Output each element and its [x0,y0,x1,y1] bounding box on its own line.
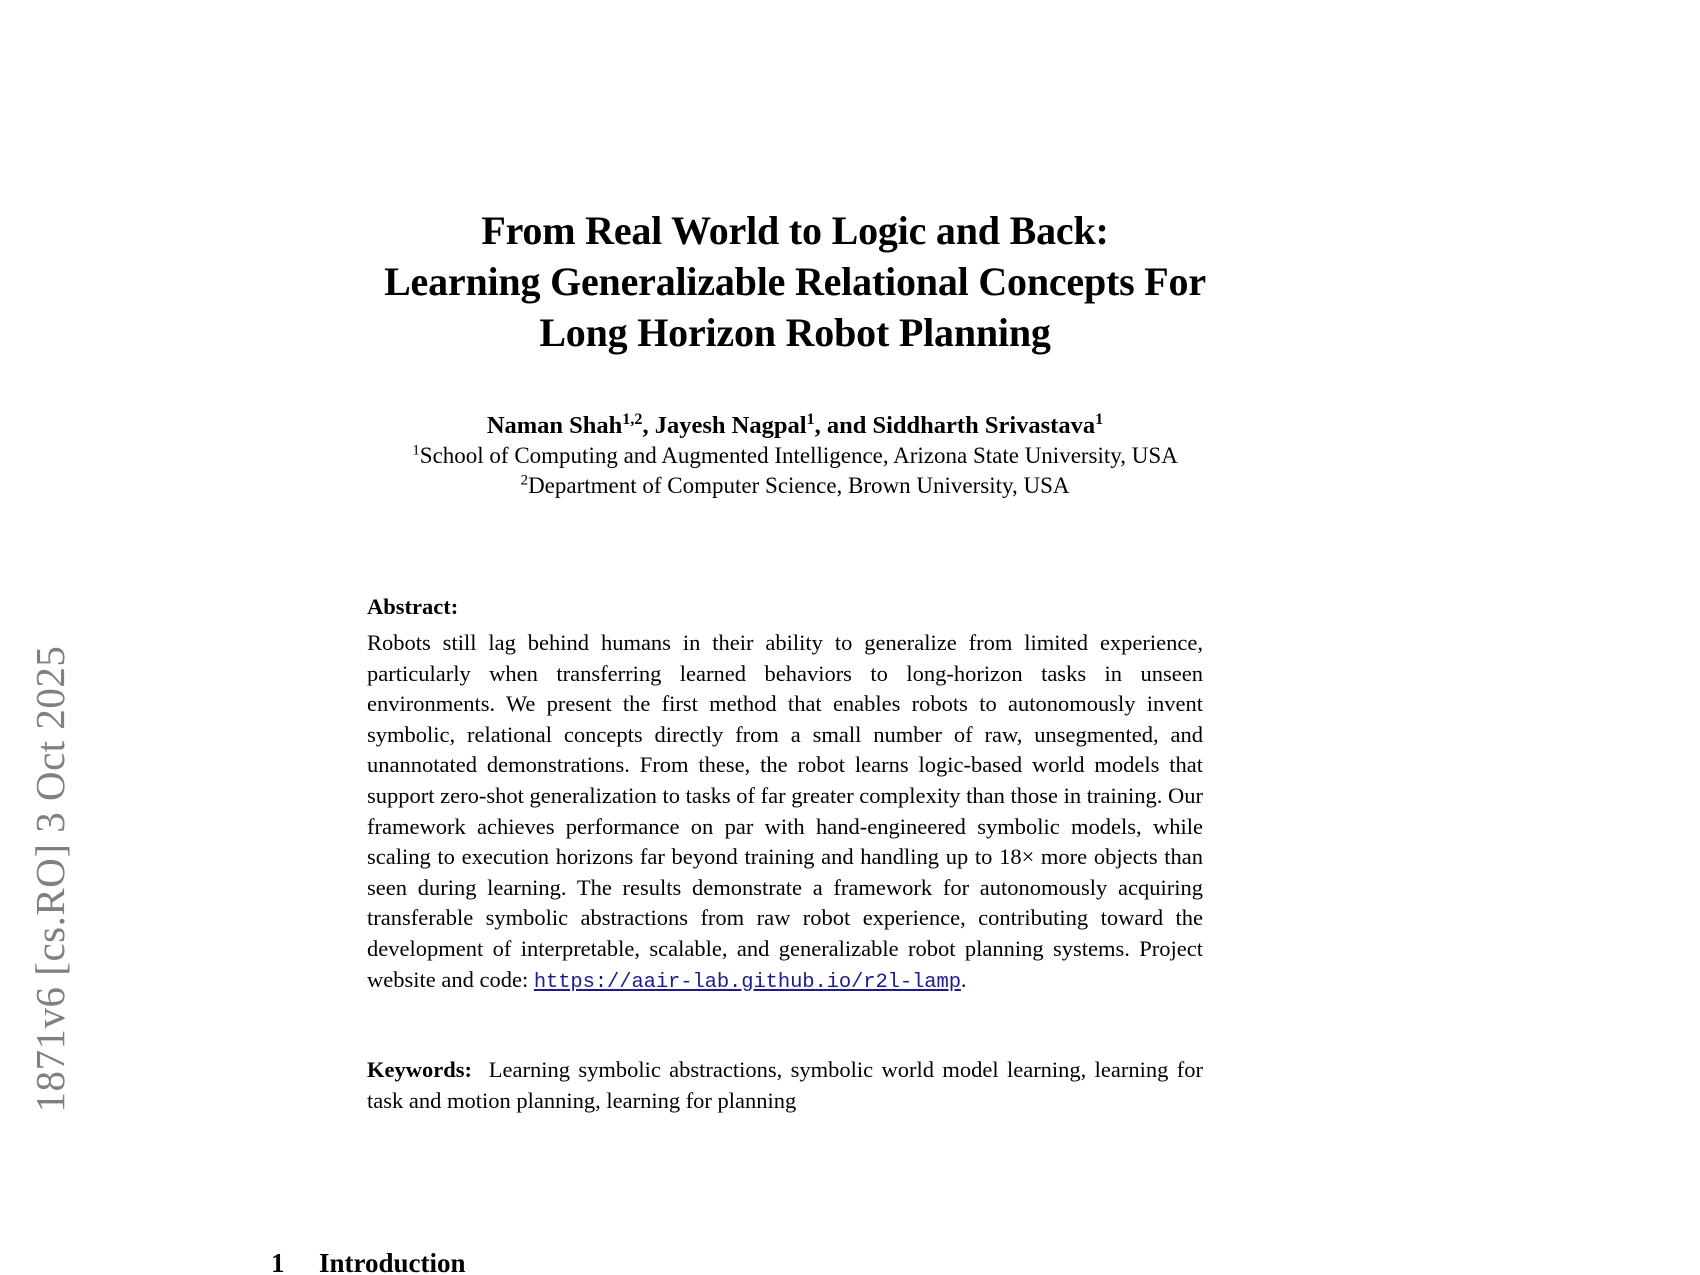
affiliation-1-text: School of Computing and Augmented Intelligence, Arizona State University, USA [419,443,1178,468]
abstract-heading: Abstract: [367,594,459,619]
title-line-1: From Real World to Logic and Back: [481,208,1109,253]
section-number: 1 [271,1248,285,1275]
arxiv-identifier-stamp: 1871v6 [cs.RO] 3 Oct 2025 [27,645,73,1113]
author-2-affil-marker: 1 [806,410,815,428]
affiliation-1-marker: 1 [412,441,420,459]
keywords-heading: Keywords: [367,1057,472,1082]
section-heading-introduction [271,1248,466,1275]
author-name-1: Naman Shah [486,412,623,439]
abstract-text [367,628,1203,998]
section-title: Introduction [319,1248,466,1275]
author-separator-1: , Jayesh Nagpal [642,412,807,439]
abstract-period: . [960,966,967,992]
affiliation-2 [300,471,1290,501]
keywords-section [367,1055,1203,1116]
affiliation-1 [300,441,1290,471]
project-website-link[interactable]: https://aair-lab.github.io/r2l-lamp [533,970,961,994]
affiliation-2-marker: 2 [520,470,529,488]
title-line-3: Long Horizon Robot Planning [539,310,1051,355]
affiliation-2-text: Department of Computer Science, Brown University, USA [528,472,1070,498]
author-block [300,410,1290,500]
abstract-paragraph: Robots still lag behind humans in their ability to generalize from limited experience, particularly when transferring learned behaviors to long-horizon tasks in unseen environments. We present the first method that enables robots to autonomously invent symbolic, relational concepts directly from a small number of raw, unsegmented, and unannotated demonstrations. From these, the robot learns logic-based world models that support zero-shot generalization to tasks of far greater complexity than those in training. Our framework achieves performance on par with hand-engineered symbolic models, while scaling to execution horizons far beyond training and handling up to 18× more objects than seen during learning. The results demonstrate a framework for autonomously acquiring transferable symbolic abstractions from raw robot experience, contributing toward the development of interpretable, scalable, and generalizable robot planning systems. Project website and code: [367,630,1203,992]
title-line-2: Learning Generalizable Relational Concepts For [384,259,1206,304]
paper-title [300,205,1290,358]
author-3-affil-marker: 1 [1095,410,1104,428]
author-separator-2: , and Siddharth Srivastava [814,412,1096,439]
author-names [300,410,1290,441]
abstract-section [367,592,1203,998]
author-1-affil-marker: 1,2 [622,410,643,428]
keywords-text: Learning symbolic abstractions, symbolic world model learning, learning for task and motion planning, learning for planning [367,1057,1203,1113]
